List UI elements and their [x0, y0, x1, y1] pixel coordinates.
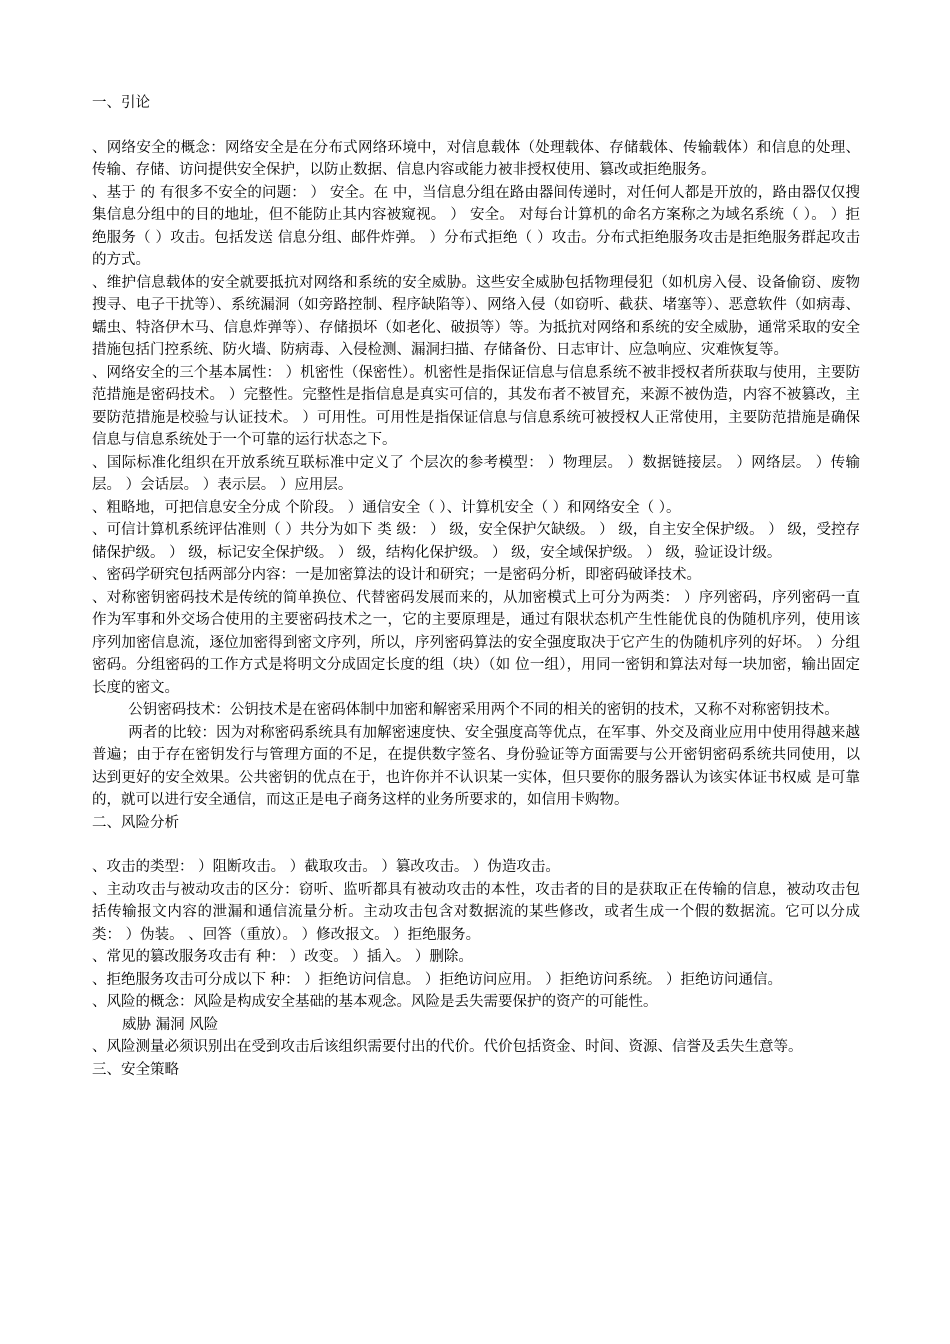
section-heading-introduction: 一、引论 [92, 95, 150, 111]
spacer [92, 115, 860, 137]
paragraph-comparison: 两者的比较：因为对称密码系统具有加解密速度快、安全强度高等优点，在军事、外交及商业应用中使用得越来越普遍；由于存在密钥发行与管理方面的不足，在提供数字签名、身份验证等方面需要与公开密钥密码系统共同使用，以达到更好的安全效果。公共密钥的优点在于，也许你并不认识某一实体，但只要你的服务器认为该实体证书权威 是可靠的，就可以进行安全通信，而这正是电子商务这样的业务所要求的，如信用卡购物。 [92, 724, 860, 808]
risk-terms-line: 威胁 漏洞 风险 [122, 1016, 219, 1033]
paragraph-cryptography: 、密码学研究包括两部分内容：一是加密算法的设计和研究；一是密码分析，即密码破译技术。 [92, 567, 701, 583]
paragraph-tamper-attacks: 、常见的篡改服务攻击有 种： ）改变。 ）插入。 ）删除。 [92, 949, 473, 965]
paragraph-denial-of-service: 、拒绝服务攻击可分成以下 种： ）拒绝访问信息。 ）拒绝访问应用。 ）拒绝访问系统。 ）拒绝访问通信。 [92, 971, 783, 988]
paragraph-attack-types: 、攻击的类型： ）阻断攻击。 ）截取攻击。 ）篡改攻击。 ）伪造攻击。 [92, 859, 560, 875]
paragraph-public-key-crypto: 公钥密码技术：公钥技术是在密码体制中加密和解密采用两个不同的相关的密钥的技术，又称不对称密钥技术。 [128, 702, 839, 718]
paragraph-active-passive-attacks: 、主动攻击与被动攻击的区分：窃听、监听都具有被动攻击的本性，攻击者的目的是获取正在传输的信息，被动攻击包括传输报文内容的泄漏和通信流量分析。主动攻击包含对数据流的某些修改，或者生成一个假的数据流。它可以分成 类： ）伪装。 、回答（重放）。 ）修改报文。 ）拒绝服务。 [92, 881, 860, 943]
spacer [92, 834, 860, 856]
paragraph-network-security-concept: 、网络安全的概念：网络安全是在分布式网络环境中，对信息载体（处理载体、存储载体、传输载体）和信息的处理、传输、存储、访问提供安全保护，以防止数据、信息内容或能力被非授权使用、篡改或拒绝服务。 [92, 139, 860, 178]
document-page [92, 92, 860, 1081]
paragraph-osi-layers: 、国际标准化组织在开放系统互联标准中定义了 个层次的参考模型： ）物理层。 ）数据链接层。 ）网络层。 ）传输层。 ）会话层。 ）表示层。 ）应用层。 [92, 454, 860, 493]
section-heading-security-policy: 三、安全策略 [92, 1061, 179, 1078]
paragraph-tcsec-levels: 、可信计算机系统评估准则（ ）共分为如下 类 级： ） 级，安全保护欠缺级。 ） 级，自主安全保护级。 ） 级，受控存储保护级。 ） 级，标记安全保护级。 ） 级，结构化保护级。 ） 级，安全域保护级。 ） 级，验证设计级。 [92, 522, 860, 561]
paragraph-symmetric-crypto: 、对称密钥密码技术是传统的简单换位、代替密码发展而来的，从加密模式上可分为两类： ）序列密码，序列密码一直作为军事和外交场合使用的主要密码技术之一，它的主要原理是，通过有限状态机产生性能优良的伪随机序列，使用该序列加密信息流，逐位加密得到密文序列，所以，序列密码算法的安全强度取决于它产生的伪随机序列的好坏。 ）分组密码。分组密码的工作方式是将明文分成固定长度的组（块）（如 位一组），用同一密钥和算法对每一块加密，输出固定长度的密文。 [92, 589, 860, 696]
paragraph-security-threats: 、维护信息载体的安全就要抵抗对网络和系统的安全威胁。这些安全威胁包括物理侵犯（如机房入侵、设备偷窃、废物搜寻、电子干扰等）、系统漏洞（如旁路控制、程序缺陷等）、网络入侵（如窃听、截获、堵塞等）、恶意软件（如病毒、蠕虫、特洛伊木马、信息炸弹等）、存储损坏（如老化、破损等）等。为抵抗对网络和系统的安全威胁，通常采取的安全措施包括门控系统、防火墙、防病毒、入侵检测、漏洞扫描、存储备份、日志审计、应急响应、灾难恢复等。 [92, 274, 860, 358]
paragraph-three-attributes: 、网络安全的三个基本属性： ）机密性（保密性）。机密性是指保证信息与信息系统不被非授权者所获取与使用，主要防范措施是密码技术。 ）完整性。完整性是指信息是真实可信的，其发布者不被冒充，来源不被伪造，内容不被篡改，主要防范措施是校验与认证技术。 ）可用性。可用性是指保证信息与信息系统可被授权人正常使用，主要防范措施是确保信息与信息系统处于一个可靠的运行状态之下。 [92, 364, 860, 448]
paragraph-protocol-insecurity: 、基于 的 有很多不安全的问题： ） 安全。在 中，当信息分组在路由器间传递时，对任何人都是开放的，路由器仅仅搜集信息分组中的目的地址，但不能防止其内容被窥视。 ） 安全。 对每台计算机的命名方案称之为域名系统（ ）。 ）拒绝服务（ ）攻击。包括发送 信息分组、邮件炸弹。 ）分布式拒绝（ ）攻击。分布式拒绝服务攻击是拒绝服务群起攻击的方式。 [92, 184, 860, 268]
paragraph-risk-concept: 、风险的概念：风险是构成安全基础的基本观念。风险是丢失需要保护的资产的可能性。 [92, 994, 658, 1010]
paragraph-risk-measurement: 、风险测量必须识别出在受到攻击后该组织需要付出的代价。代价包括资金、时间、资源、信誉及丢失生意等。 [92, 1039, 803, 1055]
paragraph-security-stages: 、粗略地，可把信息安全分成 个阶段。 ）通信安全（ ）、计算机安全（ ）和网络安全（ ）。 [92, 499, 681, 516]
section-heading-risk-analysis: 二、风险分析 [92, 814, 179, 831]
